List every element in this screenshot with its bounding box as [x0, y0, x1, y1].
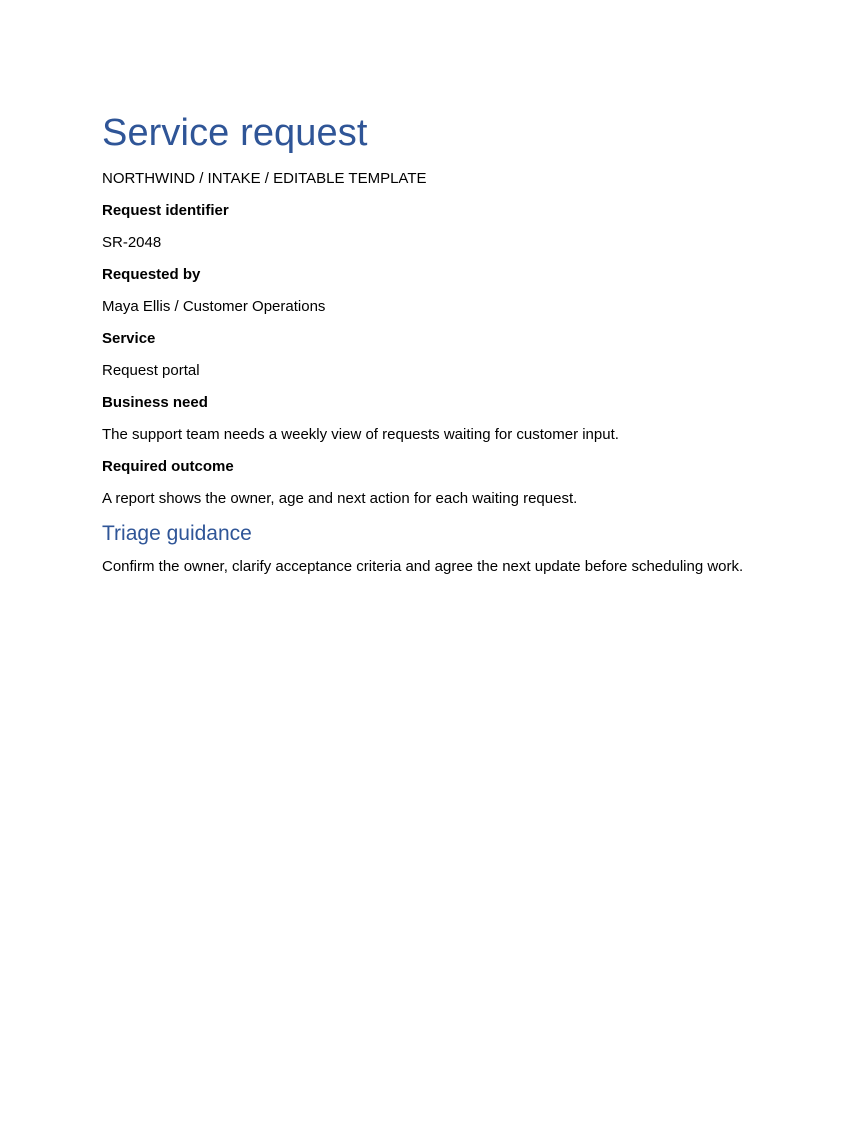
triage-guidance-text: Confirm the owner, clarify acceptance criteria and agree the next update before scheduling work. [102, 558, 744, 575]
field-value-requested-by: Maya Ellis / Customer Operations [102, 298, 326, 315]
section-heading-triage-guidance: Triage guidance [102, 522, 252, 545]
field-value-required-outcome: A report shows the owner, age and next action for each waiting request. [102, 490, 578, 507]
field-value-business-need: The support team needs a weekly view of requests waiting for customer input. [102, 426, 619, 443]
field-label-required-outcome: Required outcome [102, 458, 234, 475]
field-label-business-need: Business need [102, 394, 208, 411]
document-page [102, 108, 752, 577]
field-value-service: Request portal [102, 362, 200, 379]
document-title: Service request [102, 112, 368, 154]
field-value-request-identifier: SR-2048 [102, 234, 162, 251]
field-label-requested-by: Requested by [102, 266, 201, 283]
field-label-request-identifier: Request identifier [102, 202, 229, 219]
document-subtitle: NORTHWIND / INTAKE / EDITABLE TEMPLATE [102, 170, 427, 187]
field-label-service: Service [102, 330, 156, 347]
request-fields [102, 201, 752, 509]
